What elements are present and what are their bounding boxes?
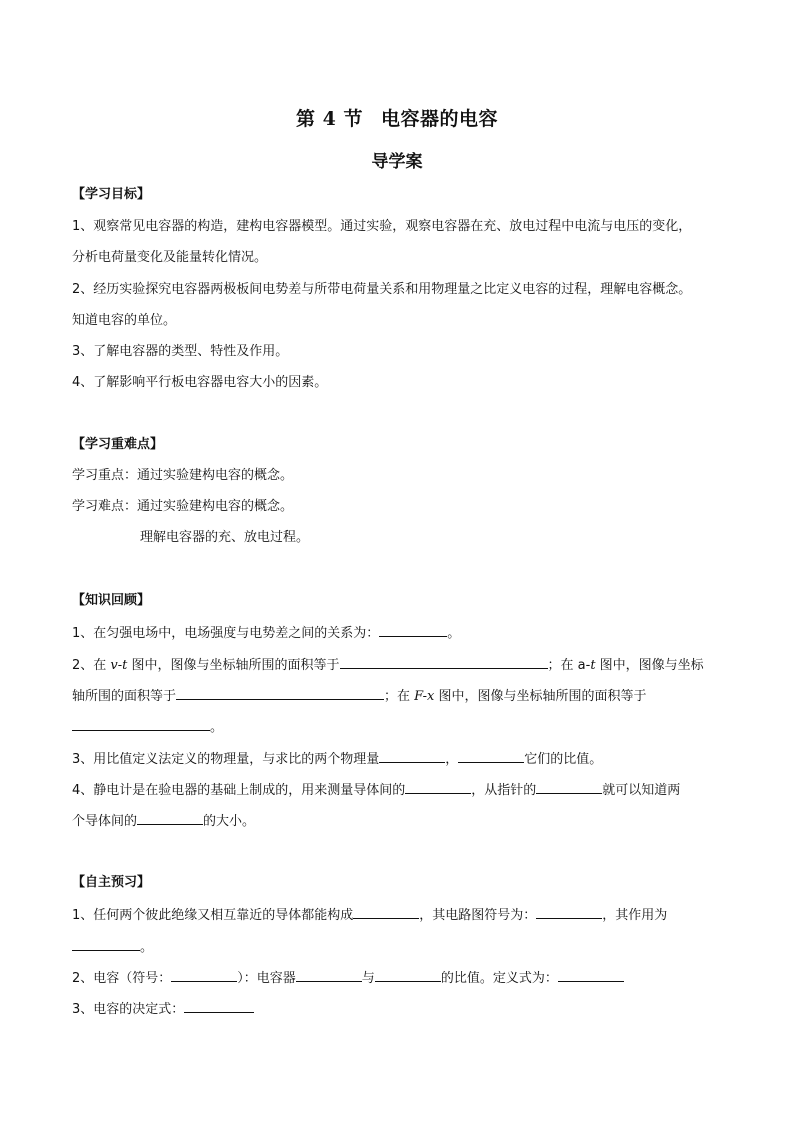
- review-q3-text: 3、用比值定义法定义的物理量，与求比的两个物理量: [72, 752, 380, 767]
- review-q2-text-f: ；在: [384, 689, 415, 704]
- preview-p2-text: 2、电容（符号：: [72, 971, 172, 986]
- goal-2-line-2: 知道电容的单位。: [72, 313, 177, 328]
- goal-4: 4、了解影响平行板电容器电容大小的因素。: [72, 375, 328, 390]
- review-q3-text-c: 它们的比值。: [524, 752, 603, 767]
- review-q2-text-d: 图中，图像与坐标: [595, 658, 704, 673]
- review-q4-text: 4、静电计是在验电器的基础上制成的，用来测量导体间的: [72, 783, 406, 798]
- preview-p1-end: 。: [140, 940, 154, 955]
- blank-field[interactable]: [72, 717, 210, 731]
- review-q2-vt: v-t: [110, 658, 128, 673]
- blank-field[interactable]: [405, 780, 471, 794]
- page-title: [0, 104, 794, 131]
- review-q4-text-b: ，从指针的: [471, 783, 537, 798]
- review-q2-end: 。: [210, 720, 224, 735]
- preview-p2-text-d: 的比值。定义式为：: [440, 971, 558, 986]
- review-q2-fx: F-x: [414, 689, 435, 704]
- review-q2-text: 2、在: [72, 658, 111, 673]
- review-q2-text-g: 图中，图像与坐标轴所围的面积等于: [434, 689, 647, 704]
- review-q3-text-b: ，: [445, 752, 459, 767]
- preview-p2-text-b: ）：电容器: [237, 971, 296, 986]
- preview-p2: [72, 968, 732, 988]
- preview-p1-line-2: [72, 937, 732, 957]
- review-q4-text-e: 的大小。: [203, 814, 256, 829]
- review-q1-text: 1、在匀强电场中，电场强度与电势差之间的关系为：: [72, 626, 380, 641]
- review-q4-line-2: [72, 811, 732, 831]
- goal-2-line-1: 2、经历实验探究电容器两极板间电势差与所带电荷量关系和用物理量之比定义电容的过程，理解电容概念。: [72, 282, 692, 297]
- difficulty-line: 学习难点：通过实验建构电容的概念。: [72, 499, 294, 514]
- blank-field[interactable]: [72, 937, 140, 951]
- blank-field[interactable]: [536, 780, 602, 794]
- review-q1: [72, 623, 732, 643]
- review-q2-line-3: [72, 717, 732, 737]
- blank-field[interactable]: [171, 968, 237, 982]
- review-q3: [72, 749, 732, 769]
- key-points-header: 【学习重难点】: [72, 437, 164, 452]
- preview-p3: [72, 999, 732, 1019]
- preview-header: 【自主预习】: [72, 875, 151, 890]
- goals-header: 【学习目标】: [72, 187, 151, 202]
- blank-field[interactable]: [375, 968, 441, 982]
- blank-field[interactable]: [296, 968, 362, 982]
- goal-1-line-1: 1、观察常见电容器的构造，建构电容器模型。通过实验，观察电容器在充、放电过程中电流与电压的变化，: [72, 219, 692, 234]
- page-subtitle: 导学案: [371, 152, 423, 172]
- blank-field[interactable]: [379, 623, 447, 637]
- preview-p2-text-c: 与: [361, 971, 375, 986]
- blank-field[interactable]: [536, 905, 602, 919]
- blank-field[interactable]: [184, 999, 254, 1013]
- review-q2-text-e: 轴所围的面积等于: [72, 689, 177, 704]
- preview-p1-text-c: ，其作用为: [602, 908, 668, 923]
- blank-field[interactable]: [353, 905, 419, 919]
- blank-field[interactable]: [558, 968, 624, 982]
- review-q2-t: t: [590, 658, 596, 673]
- preview-p1-line-1: [72, 905, 732, 925]
- review-q4-line-1: [72, 780, 732, 800]
- blank-field[interactable]: [340, 655, 548, 669]
- focus-line: 学习重点：通过实验建构电容的概念。: [72, 468, 294, 483]
- preview-p1-text: 1、任何两个彼此绝缘又相互靠近的导体都能构成: [72, 908, 354, 923]
- goal-1-line-2: 分析电荷量变化及能量转化情况。: [72, 250, 268, 265]
- blank-field[interactable]: [137, 811, 203, 825]
- review-q2-text-c: ；在 a-: [547, 658, 591, 673]
- review-q2-text-b: 图中，图像与坐标轴所围的面积等于: [127, 658, 340, 673]
- preview-p3-text: 3、电容的决定式：: [72, 1002, 185, 1017]
- goal-3: 3、了解电容器的类型、特性及作用。: [72, 344, 289, 359]
- review-q4-text-d: 个导体间的: [72, 814, 138, 829]
- blank-field[interactable]: [176, 686, 384, 700]
- blank-field[interactable]: [458, 749, 524, 763]
- review-q1-end: 。: [447, 626, 461, 641]
- section-title: 电容器的电容: [380, 108, 498, 130]
- review-header: 【知识回顾】: [72, 593, 151, 608]
- section-number: 第 4 节: [296, 108, 363, 130]
- review-q4-text-c: 就可以知道两: [602, 783, 681, 798]
- review-q2-line-1: [72, 655, 732, 675]
- difficulty-line-2: 理解电容器的充、放电过程。: [140, 530, 310, 545]
- preview-p1-text-b: ，其电路图符号为：: [419, 908, 537, 923]
- blank-field[interactable]: [379, 749, 445, 763]
- review-q2-line-2: [72, 686, 732, 706]
